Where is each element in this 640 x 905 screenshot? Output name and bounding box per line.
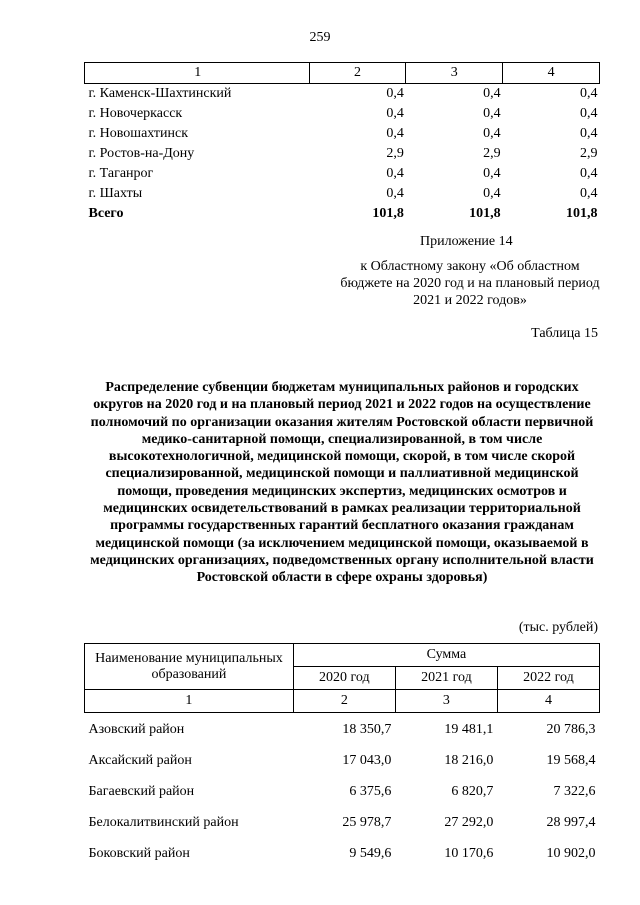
row-name: Багаевский район	[88, 784, 195, 799]
subvention-table	[84, 643, 600, 868]
table-label: Таблица 15	[531, 326, 598, 341]
row-value: 0,4	[386, 126, 404, 141]
units-label: (тыс. рублей)	[518, 620, 598, 635]
row-value: 9 549,6	[349, 846, 392, 861]
allocation-table-continued	[84, 62, 600, 224]
row-name: Азовский район	[88, 722, 185, 737]
row-value: 0,4	[483, 86, 501, 101]
row-value: 20 786,3	[546, 722, 596, 737]
row-value: 0,4	[386, 186, 404, 201]
row-value: 10 902,0	[546, 846, 596, 861]
row-value: 18 216,0	[444, 753, 494, 768]
column-header-year: 2020 год	[293, 667, 395, 690]
row-name: Боковский район	[88, 846, 190, 861]
column-index-2: 2	[309, 63, 406, 84]
total-value: 101,8	[372, 206, 404, 221]
row-name: Аксайский район	[88, 753, 192, 768]
table-row	[85, 84, 600, 105]
table-row	[85, 164, 600, 184]
row-value: 0,4	[580, 186, 598, 201]
table-row	[85, 184, 600, 204]
row-value: 17 043,0	[342, 753, 392, 768]
row-value: 18 350,7	[342, 722, 392, 737]
row-value: 0,4	[386, 166, 404, 181]
row-name: г. Новошахтинск	[88, 126, 189, 141]
table-row	[85, 713, 600, 745]
appendix-reference: к Областному закону «Об областном бюджете на 2020 год и на плановый период 2021 и 2022 годов»	[340, 259, 600, 308]
row-value: 0,4	[580, 126, 598, 141]
row-value: 0,4	[580, 166, 598, 181]
table-row	[85, 144, 600, 164]
row-value: 0,4	[483, 166, 501, 181]
table-total-row	[85, 204, 600, 224]
table-row	[85, 775, 600, 806]
total-value: 101,8	[469, 206, 501, 221]
row-value: 0,4	[483, 186, 501, 201]
column-header-year: 2021 год	[395, 667, 497, 690]
row-name: г. Каменск-Шахтинский	[88, 86, 232, 101]
row-value: 6 820,7	[451, 784, 494, 799]
column-index-3: 3	[395, 690, 497, 713]
row-value: 2,9	[386, 146, 404, 161]
row-name: г. Шахты	[88, 186, 143, 201]
row-value: 7 322,6	[553, 784, 596, 799]
column-index-2: 2	[293, 690, 395, 713]
row-name: г. Ростов-на-Дону	[88, 146, 195, 161]
page-number: 259	[309, 30, 331, 45]
column-index-4: 4	[497, 690, 599, 713]
row-value: 0,4	[580, 106, 598, 121]
column-index-4: 4	[503, 63, 600, 84]
table-header-row	[85, 63, 600, 84]
table-row	[85, 124, 600, 144]
row-value: 25 978,7	[342, 815, 392, 830]
row-value: 2,9	[580, 146, 598, 161]
row-value: 6 375,6	[349, 784, 392, 799]
row-value: 0,4	[483, 126, 501, 141]
row-value: 0,4	[483, 106, 501, 121]
row-value: 2,9	[483, 146, 501, 161]
row-value: 10 170,6	[444, 846, 494, 861]
total-label: Всего	[88, 206, 124, 221]
row-value: 0,4	[580, 86, 598, 101]
column-header-year: 2022 год	[497, 667, 599, 690]
row-value: 0,4	[386, 86, 404, 101]
row-value: 28 997,4	[546, 815, 596, 830]
table-header-row	[85, 644, 600, 667]
column-header-name: Наименование муниципальных образований	[85, 644, 294, 690]
table-row	[85, 104, 600, 124]
total-value: 101,8	[566, 206, 598, 221]
row-value: 27 292,0	[444, 815, 494, 830]
row-name: Белокалитвинский район	[88, 815, 239, 830]
table-row	[85, 837, 600, 868]
row-value: 19 568,4	[546, 753, 596, 768]
row-name: г. Таганрог	[88, 166, 154, 181]
column-header-sum: Сумма	[293, 644, 599, 667]
table-row	[85, 806, 600, 837]
table-index-row	[85, 690, 600, 713]
row-value: 0,4	[386, 106, 404, 121]
appendix-title: Приложение 14	[420, 234, 513, 249]
column-index-1: 1	[85, 690, 294, 713]
row-name: г. Новочеркасск	[88, 106, 183, 121]
column-index-1: 1	[85, 63, 310, 84]
row-value: 19 481,1	[444, 722, 494, 737]
table-row	[85, 744, 600, 775]
column-index-3: 3	[406, 63, 503, 84]
document-title: Распределение субвенции бюджетам муниципальных районов и городских округов на 2020 год и на плановый период 2021 и 2022 годов на осуществление полномочий по организации оказания жителям Ростовской области первичной медико-санитарной помощи, специализированной, в том числе высокотехнологичной, медицинской помощи, скорой, в том числе скорой специализированной, медицинской помощи и паллиативной медицинской помощи, проведения медицинских экспертиз, медицинских осмотров и медицинских освидетельствований в рамках реализации территориальной программы государственных гарантий бесплатного оказания гражданам медицинской помощи (за исключением медицинской помощи, оказываемой в медицинских организациях, подведомственных органу исполнительной власти Ростовской области в сфере охраны здоровья)	[90, 380, 594, 586]
